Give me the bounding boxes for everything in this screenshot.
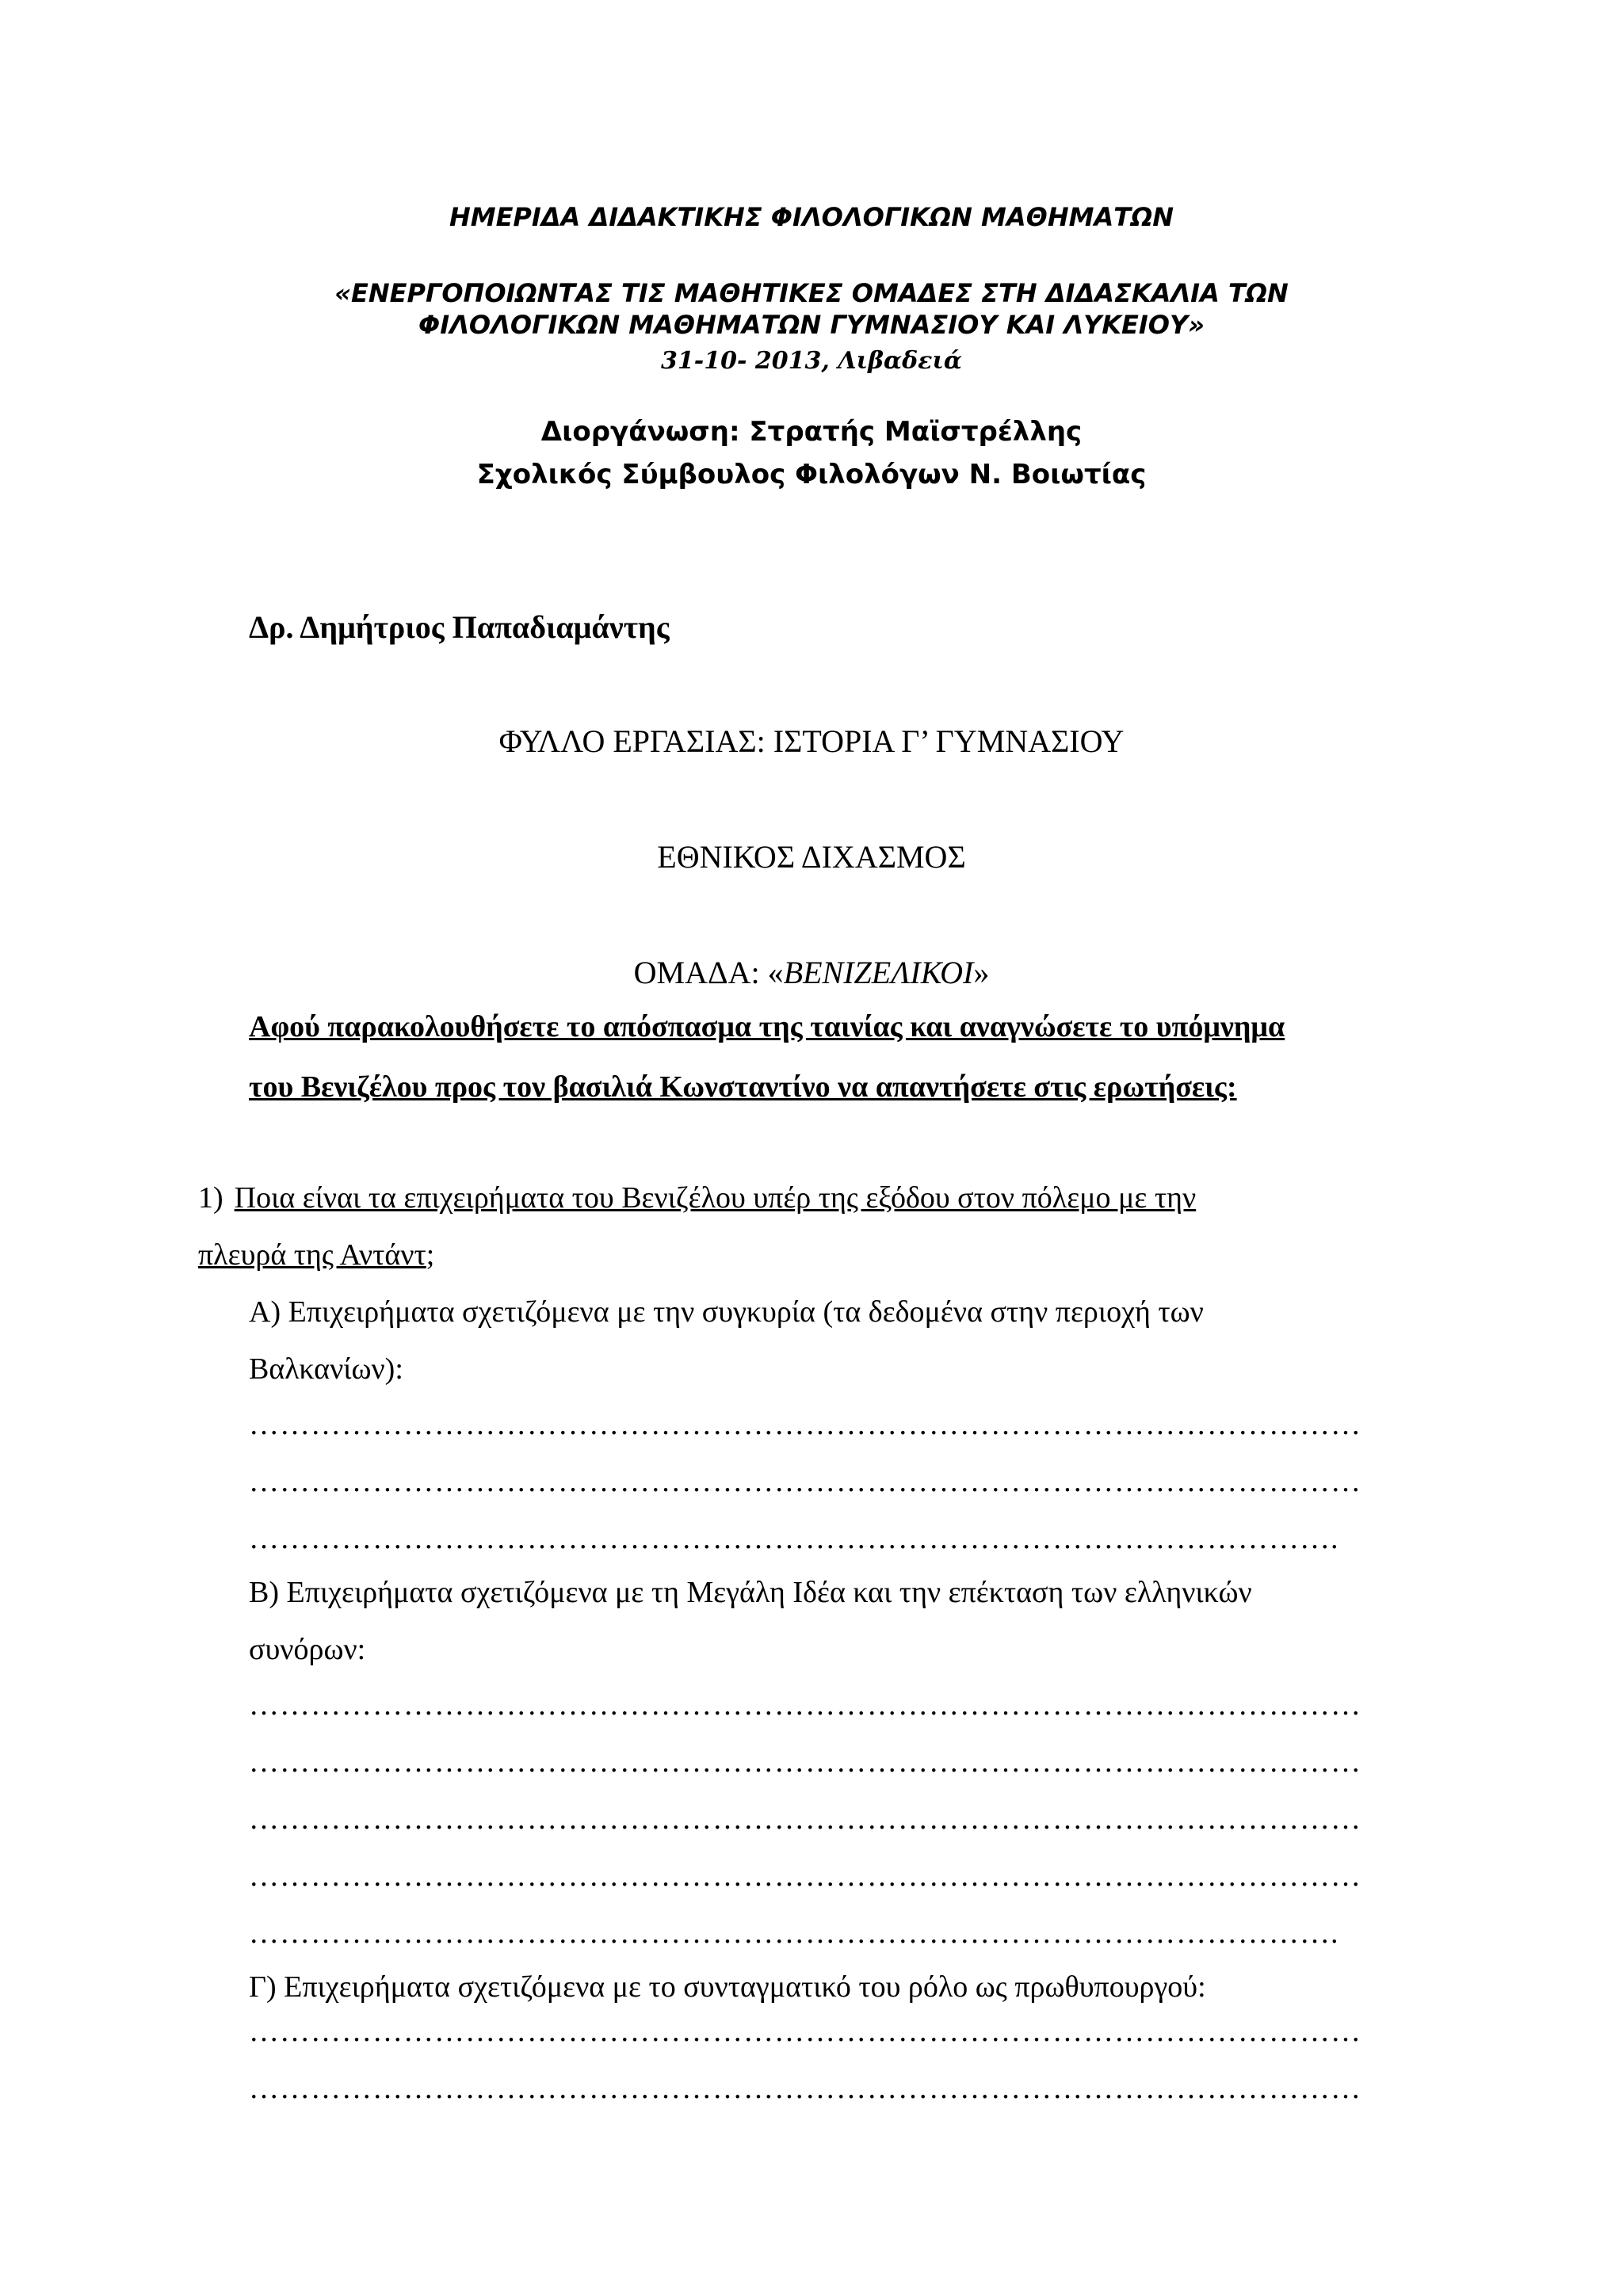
answer-line[interactable]: ……………………………………………………………………………………………… <box>249 1688 1361 1719</box>
group-title <box>238 954 1385 991</box>
author-name: Δρ. Δημήτριος Παπαδιαμάντης <box>249 609 670 645</box>
event-title: ΗΜΕΡΙΔΑ ΔΙΔΑΚΤΙΚΗΣ ΦΙΛΟΛΟΓΙΚΩΝ ΜΑΘΗΜΑΤΩΝ <box>449 202 1174 232</box>
part-a-line2: Βαλκανίων): <box>249 1352 403 1386</box>
answer-line[interactable]: ……………………………………………………………………………………………… <box>249 1745 1361 1776</box>
worksheet-title: ΦΥΛΛΟ ΕΡΓΑΣΙΑΣ: ΙΣΤΟΡΙΑ Γ’ ΓΥΜΝΑΣΙΟΥ <box>498 723 1125 759</box>
instructions-line1: Αφού παρακολουθήσετε το απόσπασμα της ταινίας και αναγνώσετε το υπόμνημα <box>249 1010 1285 1043</box>
answer-line[interactable]: ……………………………………………………………………………………………… <box>249 1802 1361 1833</box>
question-1-text: Ποια είναι τα επιχειρήματα του Βενιζέλου υπέρ της εξόδου στον πόλεμο με την <box>234 1181 1197 1215</box>
part-a-line1: Α) Επιχειρήματα σχετιζόμενα με την συγκυρία (τα δεδομένα στην περιοχή των <box>249 1295 1204 1329</box>
advisor-line: Σχολικός Σύμβουλος Φιλολόγων Ν. Βοιωτίας <box>476 459 1147 490</box>
answer-line[interactable]: ……………………………………………………………………………………………. <box>249 1917 1339 1947</box>
answer-line[interactable]: ……………………………………………………………………………………………… <box>249 1465 1361 1496</box>
event-date-place: 31-10- 2013, Λιβαδειά <box>661 347 962 375</box>
organizer-line: Διοργάνωση: Στρατής Μαϊστρέλλης <box>540 416 1083 448</box>
group-prefix: ΟΜΑΔΑ: « <box>633 955 784 990</box>
topic-title: ΕΘΝΙΚΟΣ ΔΙΧΑΣΜΟΣ <box>657 839 966 875</box>
answer-line[interactable]: ……………………………………………………………………………………………… <box>249 2015 1361 2046</box>
group-suffix: » <box>973 955 990 990</box>
event-theme-line1: «ΕΝΕΡΓΟΠΟΙΩΝΤΑΣ ΤΙΣ ΜΑΘΗΤΙΚΕΣ ΟΜΑΔΕΣ ΣΤΗ ΔΙΔΑΣΚΑΛΙΑ ΤΩΝ <box>334 278 1289 308</box>
question-1-line1 <box>198 1180 1393 1215</box>
part-b-line2: συνόρων: <box>249 1633 366 1666</box>
answer-line[interactable]: ……………………………………………………………………………………………. <box>249 1522 1339 1553</box>
part-b-line1: Β) Επιχειρήματα σχετιζόμενα με τη Μεγάλη Ιδέα και την επέκταση των ελληνικών <box>249 1576 1252 1609</box>
answer-line[interactable]: ……………………………………………………………………………………………… <box>249 2072 1361 2103</box>
answer-line[interactable]: ……………………………………………………………………………………………… <box>249 1859 1361 1890</box>
question-1-text-cont: πλευρά της Αντάντ <box>198 1238 426 1272</box>
instructions-line2: του Βενιζέλου προς τον βασιλιά Κωνσταντίνο να απαντήσετε στις ερωτήσεις: <box>249 1070 1237 1104</box>
event-theme-line2: ΦΙΛΟΛΟΓΙΚΩΝ ΜΑΘΗΜΑΤΩΝ ΓΥΜΝΑΣΙΟΥ ΚΑΙ ΛΥΚΕΙΟΥ» <box>418 310 1205 340</box>
question-1-mark: ; <box>426 1238 435 1272</box>
question-1-number: 1) <box>198 1181 223 1215</box>
question-1-line2 <box>198 1238 434 1272</box>
group-name: ΒΕΝΙΖΕΛΙΚΟΙ <box>783 955 974 990</box>
answer-line[interactable]: ……………………………………………………………………………………………… <box>249 1408 1361 1439</box>
part-c-line1: Γ) Επιχειρήματα σχετιζόμενα με το συνταγματικό του ρόλο ως πρωθυπουργού: <box>249 1970 1206 2004</box>
